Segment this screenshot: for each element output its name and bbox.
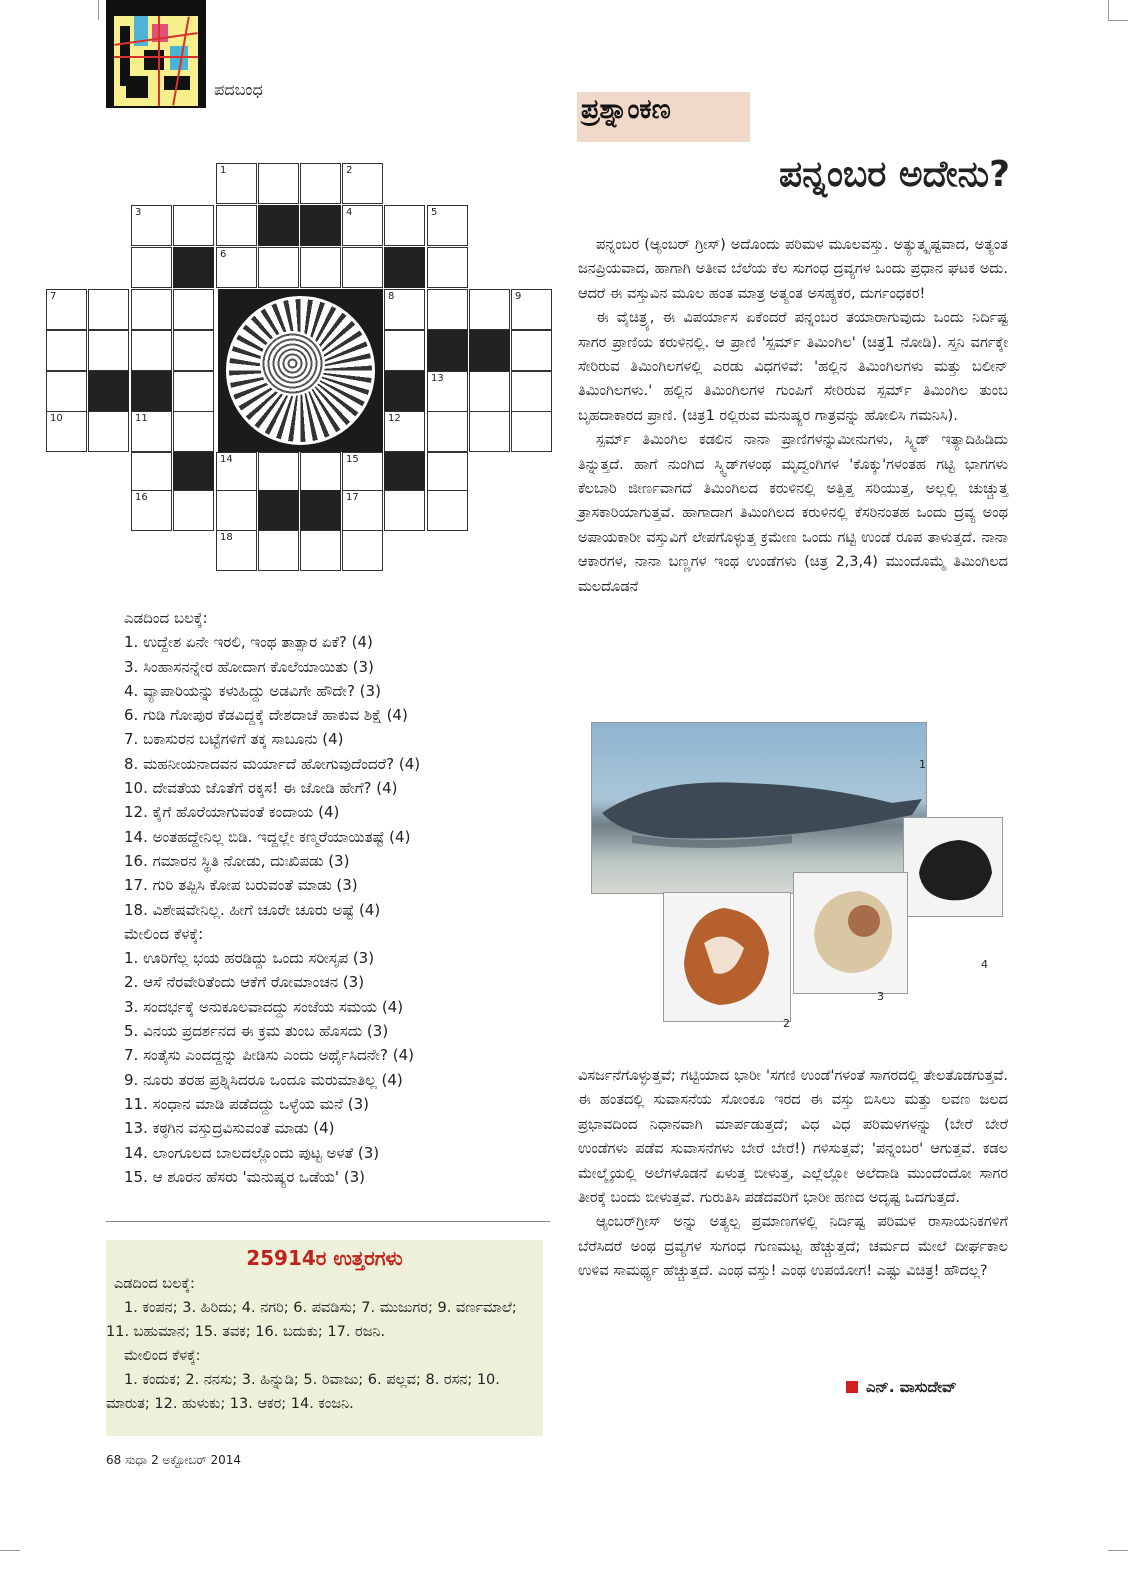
crossword-cell[interactable] <box>384 411 425 452</box>
crossword-cell[interactable] <box>427 289 468 330</box>
crossword-cell[interactable] <box>384 330 425 371</box>
crossword-cell[interactable] <box>427 371 468 412</box>
crossword-cell[interactable] <box>46 330 87 371</box>
crossword-cell[interactable] <box>342 530 383 571</box>
author-line <box>846 1378 957 1396</box>
crossword-black-cell <box>88 371 129 412</box>
clue-number: 12 <box>388 413 401 424</box>
article-title: ಪನ್ನಂಬರ ಅದೇನು? <box>779 154 1010 195</box>
crossword-cell[interactable] <box>300 530 341 571</box>
crossword-cell[interactable] <box>173 411 214 452</box>
clue-number: 2 <box>346 165 353 176</box>
crossword-cell[interactable] <box>258 247 299 288</box>
crossword-cell[interactable] <box>511 371 552 412</box>
crossword-cell[interactable] <box>469 289 510 330</box>
crossword-cell[interactable] <box>131 490 172 531</box>
crossword-cell[interactable] <box>258 163 299 204</box>
clue-number: 14 <box>220 454 233 465</box>
crossword-cell[interactable] <box>342 452 383 493</box>
clue-item: 14. ಲಾಂಗೂಲದ ಬಾಲದಲ್ಲೊಂದು ಪುಟ್ಟ ಅಳತೆ (3) <box>124 1143 380 1162</box>
clue-number: 5 <box>431 207 438 218</box>
crossword-black-cell <box>173 247 214 288</box>
answers-down-text: 1. ಕಂದುಕ; 2. ನನಸು; 3. ಹಿನ್ನುಡಿ; 5. ರಿವಾಜು; 6. ಪಲ್ಲವ; 8. ರಸನ; 10. ಮಾರುತ; 12. ಹುಳುಕು; 13. ಆಕರ; 14. ಕಂಜನಿ. <box>106 1372 500 1412</box>
crossword-cell[interactable] <box>88 289 129 330</box>
crossword-cell[interactable] <box>173 371 214 412</box>
clue-item: 6. ಗುಡಿ ಗೋಪುರ ಕೆಡವಿದ್ದಕ್ಕೆ ದೇಶದಾಚೆ ಹಾಕುವ ಶಿಕ್ಷೆ (4) <box>124 706 408 725</box>
crossword-cell[interactable] <box>216 490 257 531</box>
photo-label: 1 <box>919 758 926 771</box>
crossword-cell[interactable] <box>216 530 257 571</box>
crossword-cell[interactable] <box>46 289 87 330</box>
clue-number: 11 <box>135 413 148 424</box>
crossword-black-cell <box>469 330 510 371</box>
crossword-cell[interactable] <box>511 411 552 452</box>
article-paragraph: ಈ ವೈಚಿತ್ರ್ಯ, ಈ ವಿಪರ್ಯಾಸ ಏಕೆಂದರೆ ಪನ್ನಂಬರ ತಯಾರಾಗುವುದು ಒಂದು ನಿರ್ದಿಷ್ಟ ಸಾಗರ ಪ್ರಾಣಿಯ ಕರುಳಿನಲ್ಲಿ. ಆ ಪ್ರಾಣಿ 'ಸ್ಪರ್ಮ್ ತಿಮಿಂಗಿಲ' (ಚಿತ್ರ1 ನೋಡಿ). ಸ್ತನಿ ವರ್ಗಕ್ಕೇ ಸೇರಿರುವ ತಿಮಿಂಗಿಲಗಳಲ್ಲಿ ಎರಡು ವಿಧಗಳಿವೆ: 'ಹಲ್ಲಿನ ತಿಮಿಂಗಿಲಗಳು ಮತ್ತು ಬಲೀನ್ ತಿಮಿಂಗಿಲಗಳು.' ಹಲ್ಲಿನ ತಿಮಿಂಗಿಲಗಳ ಗುಂಪಿಗೆ ಸೇರಿರುವ ಸ್ಪರ್ಮ್ ತಿಮಿಂಗಿಲ ತುಂಬ ಬೃಹದಾಕಾರದ ಪ್ರಾಣಿ. (ಚಿತ್ರ1 ರಲ್ಲಿರುವ ಮನುಷ್ಯರ ಗಾತ್ರವನ್ನು ಹೋಲಿಸಿ ಗಮನಿಸಿ). <box>578 310 1008 424</box>
crossword-cell[interactable] <box>131 411 172 452</box>
answers-box <box>106 1240 543 1436</box>
clue-item: 17. ಗುರಿ ತಪ್ಪಿಸಿ ಕೋಪ ಬರುವಂತೆ ಮಾಡು (3) <box>124 876 358 895</box>
crossword-cell[interactable] <box>342 490 383 531</box>
photo-label: 4 <box>981 958 988 971</box>
crossword-cell[interactable] <box>384 490 425 531</box>
crossword-cell[interactable] <box>173 205 214 246</box>
crossword-black-cell <box>300 490 341 531</box>
crossword-cell[interactable] <box>427 205 468 246</box>
crop-mark <box>1108 1550 1128 1551</box>
crossword-black-cell <box>300 205 341 246</box>
clue-item: 11. ಸಂಧಾನ ಮಾಡಿ ಪಡೆದದ್ದು ಒಳ್ಳೆಯ ಮನೆ (3) <box>124 1094 369 1113</box>
page-footer: 68 ಸುಧಾ 2 ಅಕ್ಟೋಬರ್ 2014 <box>106 1453 242 1467</box>
clue-item: 7. ಸಂತೈಸು ಎಂದದ್ದನ್ನು ಪೀಡಿಸು ಎಂದು ಅರ್ಥೈಸಿದನೇ? (4) <box>124 1046 414 1065</box>
photo-label: 2 <box>783 1017 790 1030</box>
section-label: ಪದಬಂಧ <box>214 80 263 99</box>
whale-photo <box>591 722 927 894</box>
crossword-cell[interactable] <box>342 163 383 204</box>
author-name: ಎನ್. ವಾಸುದೇವ್ <box>866 1378 957 1396</box>
crossword-black-cell <box>427 330 468 371</box>
crossword-cell[interactable] <box>131 289 172 330</box>
crossword-cell[interactable] <box>342 205 383 246</box>
clue-item: 14. ಅಂತಹದ್ದೇನಿಲ್ಲ ಬಿಡಿ. ಇದ್ದಲ್ಲೇ ಕಣ್ಮರೆಯಾಯಿತಷ್ಟೆ (4) <box>124 827 411 846</box>
section-logo <box>106 0 206 108</box>
crop-mark <box>98 0 99 20</box>
clue-number: 8 <box>388 291 395 302</box>
clue-item: 7. ಬಕಾಸುರನ ಬಟ್ಟೆಗಳಿಗೆ ತಕ್ಕ ಸಾಬೂನು (4) <box>124 730 344 749</box>
clue-item: 5. ವಿನಯ ಪ್ರದರ್ಶನದ ಈ ಕ್ರಮ ತುಂಬ ಹೊಸದು (3) <box>124 1022 389 1041</box>
article-section-label: ಪ್ರಶ್ನಾಂಕಣ <box>581 94 671 125</box>
clue-number: 16 <box>135 492 148 503</box>
clue-number: 17 <box>346 492 359 503</box>
clue-item: 1. ಉದ್ದೇಶ ಏನೇ ಇರಲಿ, ಇಂಥ ತಾತ್ಸಾರ ಏಕೆ? (4) <box>124 633 373 652</box>
crossword-cell[interactable] <box>427 411 468 452</box>
crossword-cell[interactable] <box>427 490 468 531</box>
crossword-cell[interactable] <box>131 330 172 371</box>
clue-number: 7 <box>50 291 57 302</box>
ambergris-photo-collage <box>583 722 1009 1032</box>
clue-item: 16. ಗಮಾರನ ಸ್ಥಿತಿ ನೋಡು, ದುಃಖಿಪಡು (3) <box>124 851 350 870</box>
crossword-cell[interactable] <box>88 411 129 452</box>
crossword-cell[interactable] <box>173 330 214 371</box>
crossword-cell[interactable] <box>511 330 552 371</box>
crossword-cell[interactable] <box>173 490 214 531</box>
crossword-cell[interactable] <box>300 247 341 288</box>
crossword-cell[interactable] <box>131 247 172 288</box>
crossword-cell[interactable] <box>216 247 257 288</box>
across-heading: ಎಡದಿಂದ ಬಲಕ್ಕೆ: <box>124 609 208 627</box>
crossword-cell[interactable] <box>46 371 87 412</box>
crossword-cell[interactable] <box>216 452 257 493</box>
brown-ambergris-photo <box>663 892 791 1022</box>
answers-across-text: 1. ಕಂಪನ; 3. ಹಿರಿದು; 4. ನಗರಿ; 6. ಪವಡಿಸು; 7. ಮುಜುಗರ; 9. ವರ್ಣಮಾಲೆ; 11. ಬಹುಮಾನ; 15. ತವಕ; 16. ಬದುಕು; 17. ರಜನಿ. <box>106 1300 517 1340</box>
clue-number: 1 <box>220 165 227 176</box>
photo-label: 3 <box>877 990 884 1003</box>
answers-across-heading: ಎಡದಿಂದ ಬಲಕ್ಕೆ: <box>114 1276 195 1292</box>
article-body-bottom <box>578 1064 1008 1284</box>
crossword-cell[interactable] <box>46 411 87 452</box>
article-paragraph: ಆ್ಯಂಬರ್‌ಗ್ರೀಸ್ ಅನ್ನು ಅತ್ಯಲ್ಪ ಪ್ರಮಾಣಗಳಲ್ಲಿ ನಿರ್ದಿಷ್ಟ ಪರಿಮಳ ರಾಸಾಯನಿಕಗಳಿಗೆ ಬೆರೆಸಿದರೆ ಅಂಥ ದ್ರವ್ಯಗಳ ಸುಗಂಧ ಗುಣಮಟ್ಟ ಹೆಚ್ಚುತ್ತದೆ; ಚರ್ಮದ ಮೇಲೆ ದೀರ್ಘಕಾಲ ಉಳಿವ ಸಾಮರ್ಥ್ಯ ಹೆಚ್ಚುತ್ತದೆ. ಎಂಥ ವಸ್ತು! ಎಂಥ ಉಪಯೋಗ! ಎಷ್ಟು ವಿಚಿತ್ರ! ಹೌದಲ್ಲ? <box>578 1214 1008 1280</box>
clue-item: 10. ದೇವತೆಯ ಜೊತೆಗೆ ರಕ್ಕಸ! ಈ ಜೋಡಿ ಹೇಗೆ? (4) <box>124 779 398 798</box>
crossword-cell[interactable] <box>427 247 468 288</box>
crossword-cell[interactable] <box>258 452 299 493</box>
answers-title: 25914ರ ಉತ್ತರಗಳು <box>246 1246 403 1270</box>
crossword-black-cell <box>384 371 425 412</box>
crossword-black-cell <box>131 371 172 412</box>
crossword-black-cell <box>258 205 299 246</box>
clue-number: 4 <box>346 207 353 218</box>
clue-item: 3. ಸಿಂಹಾಸನನ್ನೇರ ಹೋದಾಗ ಕೊಲೆಯಾಯಿತು (3) <box>124 657 374 676</box>
crossword-cell[interactable] <box>469 411 510 452</box>
clue-item: 9. ನೂರು ತರಹ ಪ್ರಶ್ನಿಸಿದರೂ ಒಂದೂ ಮರುಮಾತಿಲ್ಲ (4) <box>124 1070 403 1089</box>
crossword-cell[interactable] <box>511 289 552 330</box>
crossword-black-cell <box>384 247 425 288</box>
crop-mark <box>0 1550 20 1551</box>
crossword-cell[interactable] <box>384 205 425 246</box>
crossword-cell[interactable] <box>173 289 214 330</box>
crossword-cell[interactable] <box>216 205 257 246</box>
crossword-cell[interactable] <box>300 452 341 493</box>
white-ambergris-photo <box>793 872 908 994</box>
crossword-cell[interactable] <box>300 163 341 204</box>
crossword-cell[interactable] <box>131 205 172 246</box>
article-body-top <box>578 233 1008 599</box>
crossword-cell[interactable] <box>469 371 510 412</box>
clue-item: 8. ಮಹನೀಯನಾದವನ ಮರ್ಯಾದೆ ಹೋಗುವುದೆಂದರೆ? (4) <box>124 754 421 773</box>
clue-item: 4. ವ್ಯಾಪಾರಿಯನ್ನು ಕಳುಹಿದ್ದು ಅಡವಿಗೇ ಹೌದೇ? (3) <box>124 681 381 700</box>
clue-item: 13. ಕಠ್ಠಗಿನ ವಸ್ತುದ್ರವಿಸುವಂತೆ ಮಾಡು (4) <box>124 1119 335 1138</box>
crossword-cell[interactable] <box>216 163 257 204</box>
crossword-cell[interactable] <box>427 452 468 493</box>
clue-item: 3. ಸಂದರ್ಭಕ್ಕೆ ಅನುಕೂಲವಾದದ್ದು ಸಂಜೆಯ ಸಮಯ (4) <box>124 997 404 1016</box>
crossword-cell[interactable] <box>131 452 172 493</box>
clues-list <box>124 606 534 1189</box>
clue-item: 15. ಆ ಶೂರನ ಹೆಸರು 'ಮನುಷ್ಯರ ಒಡೆಯ' (3) <box>124 1167 365 1186</box>
down-heading: ಮೇಲಿಂದ ಕೆಳಕ್ಕೆ: <box>124 924 204 943</box>
crossword-cell[interactable] <box>384 289 425 330</box>
clue-number: 10 <box>50 413 63 424</box>
clue-item: 2. ಆಸೆ ನೆರವೇರಿತೆಂದು ಆಕೆಗೆ ರೋಮಾಂಚನ (3) <box>124 973 365 992</box>
crossword-cell[interactable] <box>88 330 129 371</box>
answers-down-heading: ಮೇಲಿಂದ ಕೆಳಕ್ಕೆ: <box>124 1348 201 1364</box>
article-paragraph: ಪನ್ನಂಬರ (ಆ್ಯಂಬರ್ ಗ್ರೀಸ್) ಅದೊಂದು ಪರಿಮಳ ಮೂಲವಸ್ತು. ಅತ್ಯುತ್ಕೃಷ್ಟವಾದ, ಅತ್ಯಂತ ಜನಪ್ರಿಯವಾದ, ಹಾಗಾಗಿ ಅತೀವ ಬೆಲೆಯ ಕೆಲ ಸುಗಂಧ ದ್ರವ್ಯಗಳ ಒಂದು ಪ್ರಧಾನ ಘಟಕ ಅದು. ಆದರೆ ಈ ವಸ್ತುವಿನ ಮೂಲ ಹಂತ ಮಾತ್ರ ಅತ್ಯಂತ ಅಸಹ್ಯಕರ, ದುರ್ಗಂಧಕರ! <box>578 237 1008 302</box>
clue-item: 12. ಕೈಗೆ ಹೊರೆಯಾಗುವಂತೆ ಕಂದಾಯ (4) <box>124 803 340 822</box>
crossword-cell[interactable] <box>258 530 299 571</box>
article-paragraph: ವಿಸರ್ಜನೆಗೊಳ್ಳುತ್ತವೆ; ಗಟ್ಟಿಯಾದ ಭಾರೀ 'ಸಗಣಿ ಉಂಡೆ'ಗಳಂತೆ ಸಾಗರದಲ್ಲಿ ತೇಲತೊಡಗುತ್ತವೆ. ಈ ಹಂತದಲ್ಲಿ ಸುವಾಸನೆಯ ಸೋಂಕೂ ಇರದ ಈ ವಸ್ತು ಬಿಸಿಲು ಮತ್ತು ಲವಣ ಜಲದ ಪ್ರಭಾವದಿಂದ ನಿಧಾನವಾಗಿ ಮಾರ್ಪಡುತ್ತದೆ; ವಿಧ ವಿಧ ಪರಿಮಳಗಳನ್ನು (ಬೇರೆ ಬೇರೆ ಉಂಡೆಗಳು ಪಡೆವ ಸುವಾಸನೆಗಳು ಬೇರೆ ಬೇರೆ!) ಗಳಿಸುತ್ತವೆ; 'ಪನ್ನಂಬರ' ಆಗುತ್ತವೆ. ಕಡಲ ಮೇಲ್ಮೈಯಲ್ಲಿ ಅಲೆಗಳೊಡನೆ ಏಳುತ್ತ ಬೀಳುತ್ತ, ಎಲ್ಲೆಲ್ಲೋ ಅಲೆದಾಡಿ ಮುಂದೆಂದೋ ಸಾಗರ ತೀರಕ್ಕೆ ಬಂದು ಬೀಳುತ್ತವೆ. ಗುರುತಿಸಿ ಪಡೆದವರಿಗೆ ಭಾರೀ ಹಣದ ಅದೃಷ್ಟ ಒದಗುತ್ತದೆ. <box>578 1068 1008 1207</box>
crossword-black-cell <box>258 490 299 531</box>
black-ambergris-photo <box>903 817 1003 917</box>
clue-number: 13 <box>431 373 444 384</box>
crossword-black-cell <box>384 452 425 493</box>
square-bullet-icon <box>846 1381 858 1393</box>
crossword-cell[interactable] <box>342 247 383 288</box>
clue-number: 15 <box>346 454 359 465</box>
clue-item: 18. ವಿಶೇಷವೇನಿಲ್ಲ. ಹೀಗೆ ಚೂರೇ ಚೂರು ಅಷ್ಟೆ (4) <box>124 900 381 919</box>
crop-mark <box>1108 0 1109 20</box>
divider <box>106 1221 550 1222</box>
clue-number: 18 <box>220 532 233 543</box>
crop-mark <box>1108 20 1128 21</box>
crossword-black-cell <box>173 452 214 493</box>
crossword-medallion <box>218 289 383 452</box>
clue-item: 1. ಊರಿಗೆಲ್ಲ ಭಯ ಹರಡಿದ್ದು ಒಂದು ಸರೀಸೃಪ (3) <box>124 949 375 968</box>
clue-number: 3 <box>135 207 142 218</box>
article-paragraph: ಸ್ಪರ್ಮ್ ತಿಮಿಂಗಿಲ ಕಡಲಿನ ನಾನಾ ಪ್ರಾಣಿಗಳನ್ನುಮೀನುಗಳು, ಸ್ಕ್ವಿಡ್ ಇತ್ಯಾದಿಹಿಡಿದು ತಿನ್ನುತ್ತದೆ. ಹಾಗೆ ನುಂಗಿದ ಸ್ಕ್ವಿಡ್‌ಗಳಂಥ ಮೃದ್ವಂಗಿಗಳ 'ಕೊಕ್ಕು'ಗಳಂತಹ ಗಟ್ಟಿ ಭಾಗಗಳು ಕೆಲಬಾರಿ ಜೀರ್ಣವಾಗದೆ ತಿಮಿಂಗಿಲದ ಕರುಳಿನಲ್ಲಿ ಅತ್ತಿತ್ತ ಸರಿಯುತ್ತ, ಅಲ್ಲಲ್ಲಿ ಚುಚ್ಚುತ್ತ ತ್ರಾಸಕಾರಿಯಾಗುತ್ತವೆ. ಹಾಗಾದಾಗ ತಿಮಿಂಗಿಲದ ಕರುಳಿನಲ್ಲಿ ಕೆಸರಿನಂತಹ ಒಂದು ದ್ರವ್ಯ ಅಂಥ ಅಪಾಯಕಾರೀ ವಸ್ತುವಿಗೆ ಲೇಪಗೊಳ್ಳುತ್ತ ಕ್ರಮೇಣ ಒಂದು ಗಟ್ಟಿ ಉಂಡೆ ರೂಪ ತಾಳುತ್ತದೆ. ನಾನಾ ಆಕಾರಗಳ, ನಾನಾ ಬಣ್ಣಗಳ ಇಂಥ ಉಂಡೆಗಳು (ಚಿತ್ರ 2,3,4) ಮುಂದೊಮ್ಮೆ ತಿಮಿಂಗಿಲದ ಮಲದೊಡನೆ <box>578 432 1008 595</box>
clue-number: 9 <box>515 291 522 302</box>
clue-number: 6 <box>220 249 227 260</box>
